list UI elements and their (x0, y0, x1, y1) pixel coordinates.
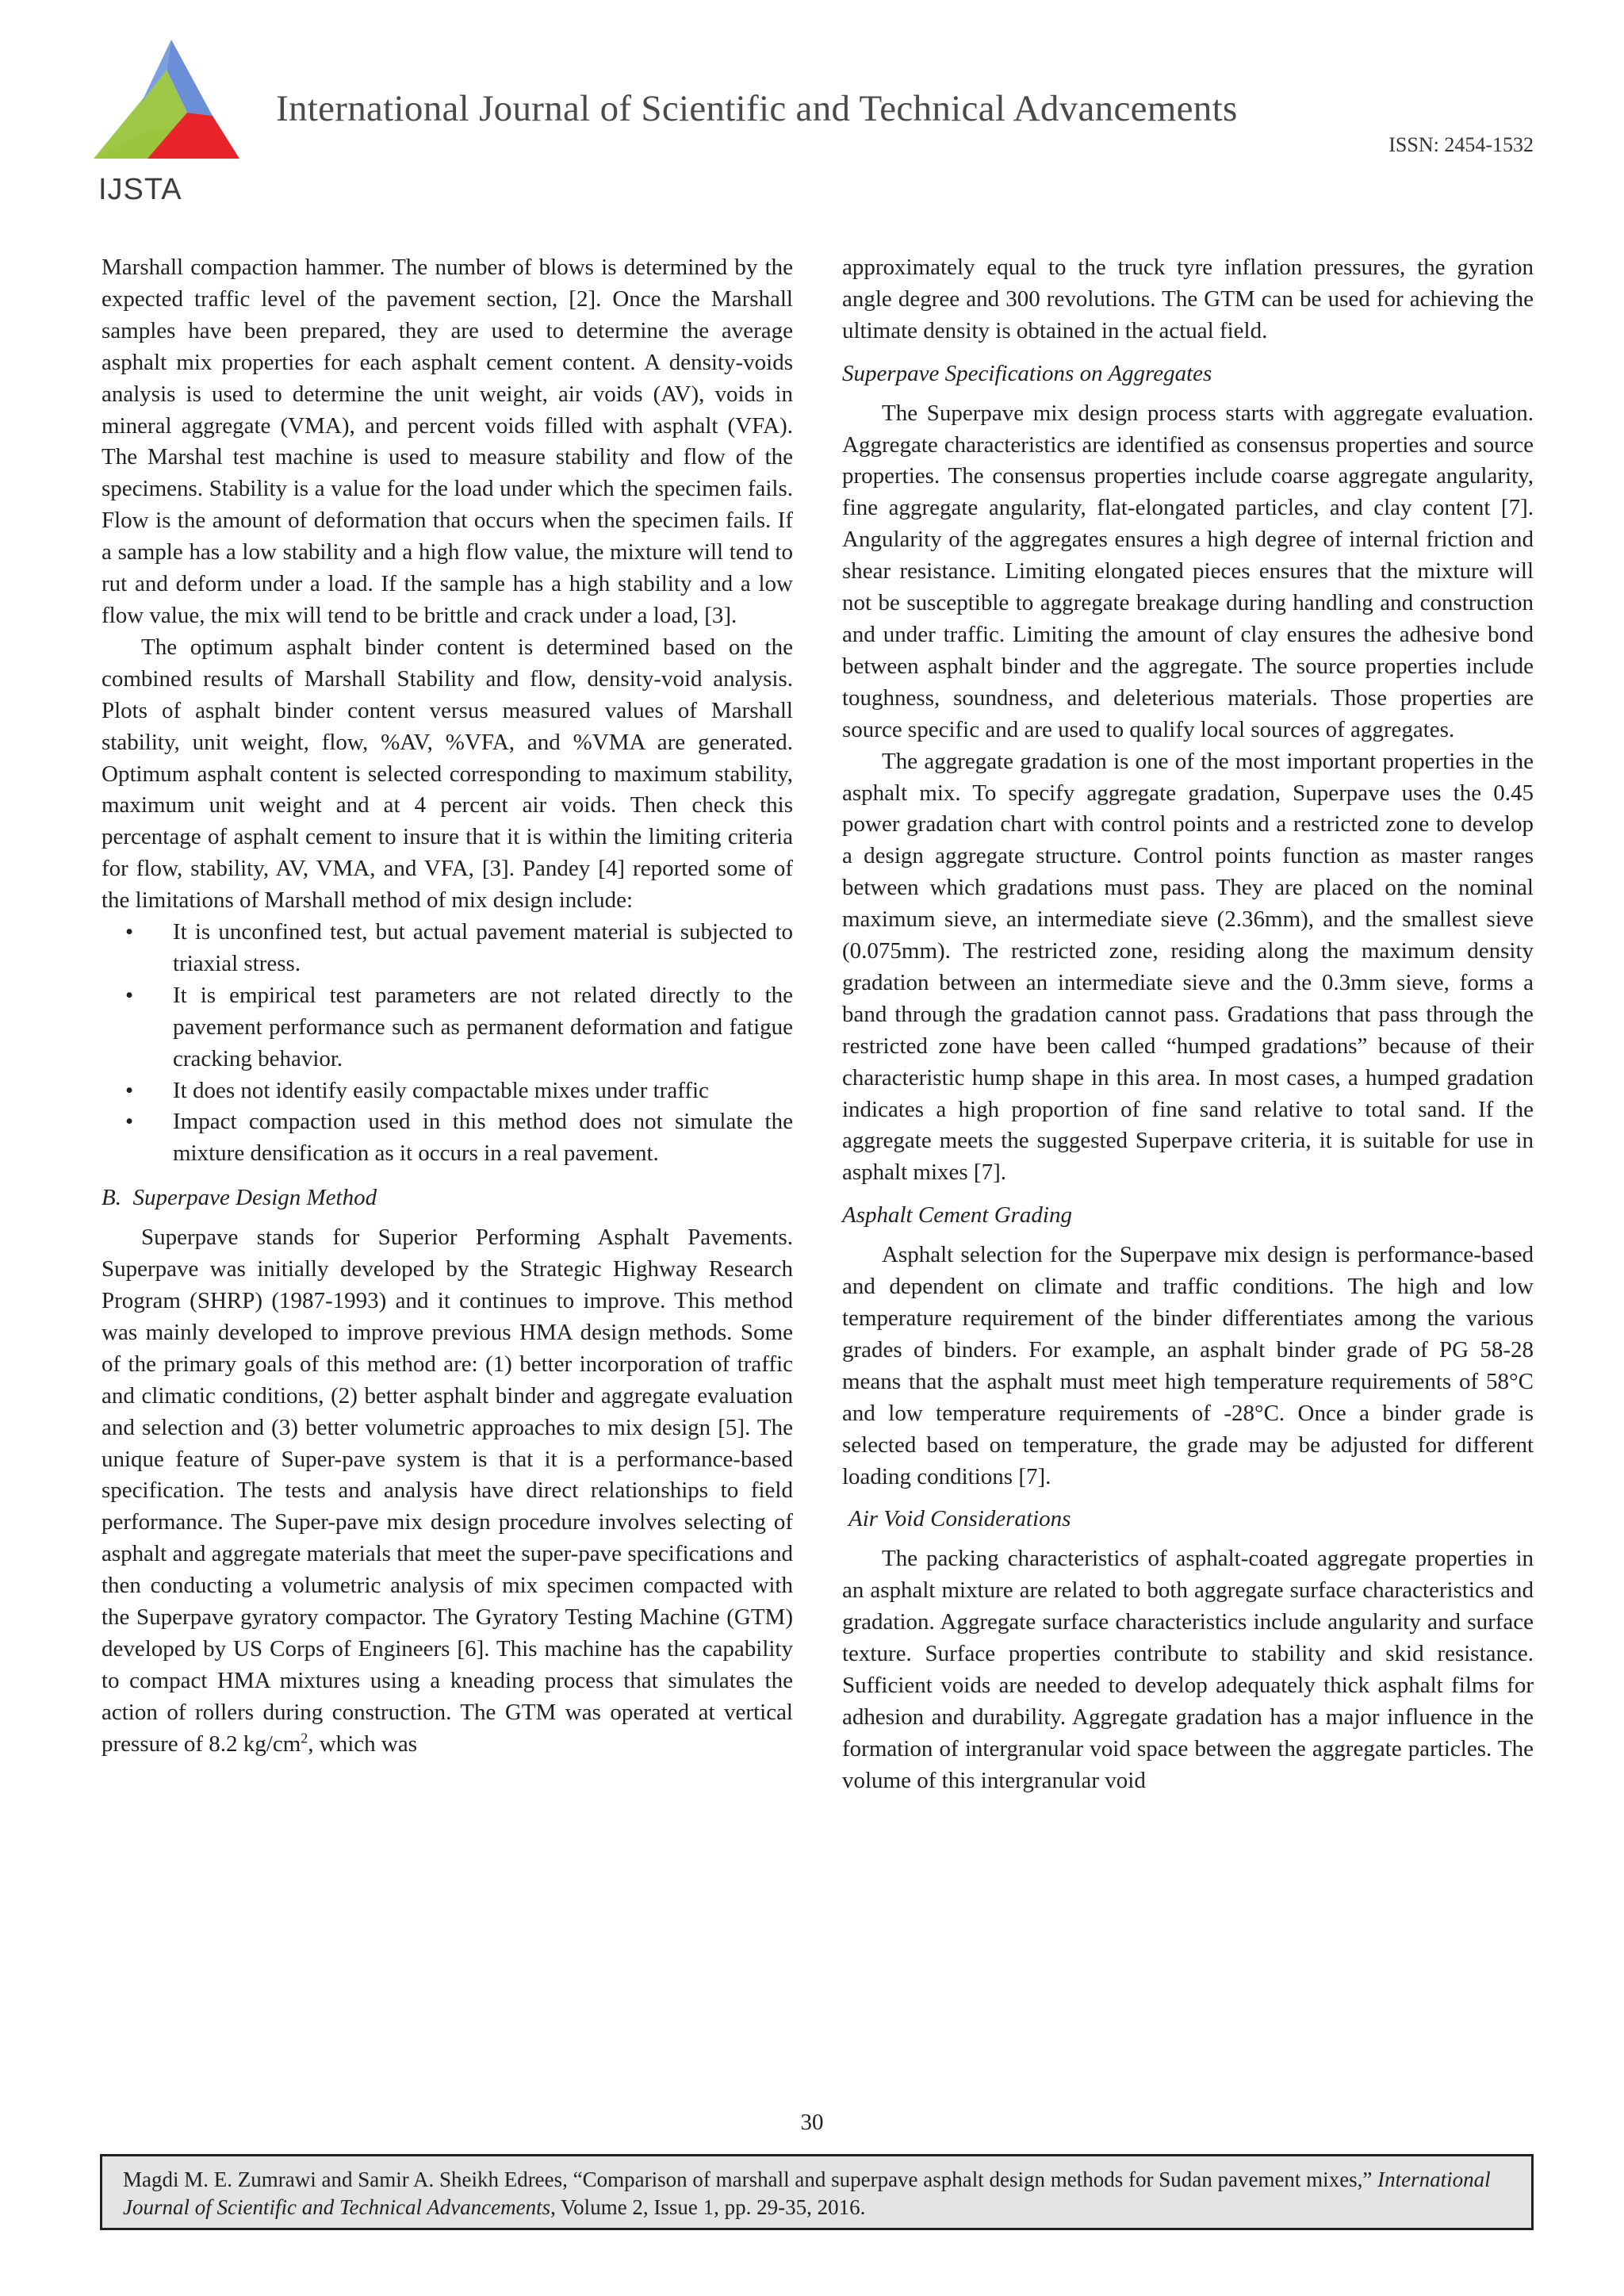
citation-box (100, 2154, 1534, 2230)
logo-text: IJSTA (98, 173, 182, 206)
journal-logo (94, 40, 252, 206)
list-item: • It is unconfined test, but actual pavement material is subjected to triaxial stress. (102, 917, 793, 980)
paragraph: The Superpave mix design process starts with aggregate evaluation. Aggregate characteristics are identified as consensus properties and source properties. The consensus properties include coarse aggregate angularity, fine aggregate angularity, flat-elongated particles, and clay content [7]. Angularity of the aggregates ensures a high degree of internal friction and shear resistance. Limiting elongated pieces ensures that the mixture will not be susceptible to aggregate breakage during handling and construction and under traffic. Limiting the amount of clay ensures the adhesive bond between asphalt binder and the aggregate. The source properties include toughness, soundness, and deleterious materials. Those properties are source specific and are used to qualify local sources of aggregates. (842, 400, 1534, 742)
section-heading: Asphalt Cement Grading (842, 1202, 1072, 1228)
list-item: • It does not identify easily compactable mixes under traffic (102, 1075, 793, 1107)
paragraph: Superpave stands for Superior Performing Asphalt Pavements. Superpave was initially developed by the Strategic Highway Research Program (SHRP) (1987-1993) and it continues to improve. This method was mainly developed to improve previous HMA design methods. Some of the primary goals of this method are: (1) better incorporation of traffic and climatic conditions, (2) better asphalt binder and aggregate evaluation and selection and (3) better volumetric approaches to mix design [5]. The unique feature of Super-pave system is that it is a performance-based specification. The tests and analysis have direct relationships to field performance. The Super-pave mix design procedure involves selecting of asphalt and aggregate materials that meet the super-pave specifications and then conducting a volumetric analysis of mix specimen compacted with the Superpave gyratory compactor. The Gyratory Testing Machine (GTM) developed by US Corps of Engineers [6]. This machine has the capability to compact HMA mixtures using a kneading process that simulates the action of rollers during construction. The GTM was operated at vertical pressure of 8.2 $kg/cm^2$, which was (102, 1225, 793, 1757)
citation-authors: Magdi M. E. Zumrawi and Samir A. Sheikh Edrees, “Comparison of marshall and superpave asphalt design methods for Sudan pavement mixes,” (123, 2168, 1378, 2191)
page-number: 30 (800, 2110, 824, 2135)
paragraph: Marshall compaction hammer. The number of blows is determined by the expected traffic level of the pavement section, [2]. Once the Marshall samples have been prepared, they are used to determine the average asphalt mix properties for each asphalt cement content. A density-voids analysis is used to determine the unit weight, air voids (AV), voids in mineral aggregate (VMA), and percent voids filled with asphalt (VFA). The Marshal test machine is used to measure stability and flow of the specimens. Stability is a value for the load under which the specimen fails. Flow is the amount of deformation that occurs when the specimen fails. If a sample has a low stability and a high flow value, the mixture will tend to rut and deform under a load. If the sample has a high stability and a low flow value, the mix will tend to be brittle and crack under a load, [3]. (102, 255, 793, 628)
paragraph: approximately equal to the truck tyre inflation pressures, the gyration angle degree and 300 revolutions. The GTM can be used for achieving the ultimate density is obtained in the actual field. (842, 255, 1534, 343)
citation-journal: International Journal of Scientific and Technical Advancements (123, 2168, 1491, 2219)
logo-triangle-icon (94, 40, 252, 174)
list-item: • It is empirical test parameters are not related directly to the pavement performance such as permanent deformation and fatigue cracking behavior. (102, 980, 793, 1075)
journal-title: International Journal of Scientific and Technical Advancements (276, 88, 1238, 129)
paragraph: The packing characteristics of asphalt-coated aggregate properties in an asphalt mixture are related to both aggregate surface characteristics and gradation. Aggregate surface characteristics include angularity and surface texture. Surface properties contribute to stability and skid resistance. Sufficient voids are needed to develop adequately thick asphalt films for adhesion and durability. Aggregate gradation has a major influence in the formation of intergranular void space between the aggregate particles. The volume of this intergranular void (842, 1546, 1534, 1793)
bullet-icon: • (125, 1077, 134, 1103)
left-column (102, 252, 793, 1761)
paragraph: The aggregate gradation is one of the most important properties in the asphalt mix. To specify aggregate gradation, Superpave uses the 0.45 power gradation chart with control points and a restricted zone to develop a design aggregate structure. Control points function as master ranges between which gradations must pass. They are placed on the nominal maximum sieve, an intermediate sieve (2.36mm), and the smallest sieve (0.075mm). The restricted zone, residing along the maximum density gradation between an intermediate sieve and the 0.3mm sieve, forms a band through the gradation cannot pass. Gradations that pass through the restricted zone have been called “humped gradations” because of their characteristic hump shape in this area. In most cases, a humped gradation indicates a high proportion of fine sand relative to total sand. If the aggregate meets the suggested Superpave criteria, it is suitable for use in asphalt mixes [7]. (842, 748, 1534, 1186)
list-item: • Impact compaction used in this method does not simulate the mixture densification as it occurs in a real pavement. (102, 1106, 793, 1170)
paragraph: The optimum asphalt binder content is determined based on the combined results of Marshall Stability and flow, density-void analysis. Plots of asphalt binder content versus measured values of Marshall stability, unit weight, flow, %AV, %VFA, and %VMA are generated. Optimum asphalt content is selected corresponding to maximum stability, maximum unit weight and at 4 percent air voids. Then check this percentage of asphalt cement to insure that it is within the limiting criteria for flow, stability, AV, VMA, and VFA, [3]. Pandey [4] reported some of the limitations of Marshall method of mix design include: (102, 634, 793, 914)
citation-details: , Volume 2, Issue 1, pp. 29-35, 2016. (550, 2195, 866, 2219)
section-heading: Superpave Specifications on Aggregates (842, 360, 1212, 386)
issn-number: ISSN: 2454-1532 (1388, 133, 1534, 156)
bullet-icon: • (125, 982, 134, 1008)
bullet-icon: • (125, 1109, 134, 1135)
right-column (842, 252, 1534, 1797)
paragraph: Asphalt selection for the Superpave mix design is performance-based and dependent on climate and traffic conditions. The high and low temperature requirement of the binder differentiates among the various grades of binders. For example, an asphalt binder grade of PG 58-28 means that the asphalt must meet high temperature requirements of 58°C and low temperature requirements of -28°C. Once a binder grade is selected based on temperature, the grade may be adjusted for different loading conditions [7]. (842, 1242, 1534, 1489)
bullet-icon: • (125, 919, 134, 945)
limitations-list (102, 917, 793, 1170)
section-heading: B. Superpave Design Method (102, 1185, 377, 1211)
section-heading: Air Void Considerations (848, 1506, 1071, 1532)
